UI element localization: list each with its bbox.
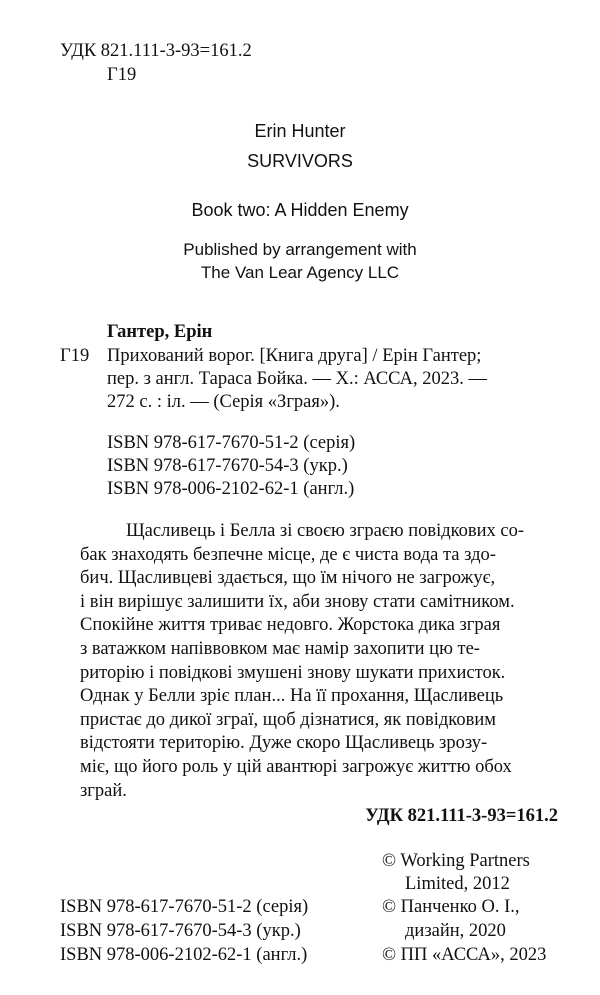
catalog-code: Г19	[60, 346, 90, 366]
copyright-1-line-2: Limited, 2012	[405, 874, 510, 894]
arrangement-line-1: Published by arrangement with	[183, 240, 417, 259]
original-series: SURVIVORS	[247, 151, 353, 171]
annotation-line: Щасливець і Белла зі своєю зграєю повідкових со-	[126, 521, 525, 541]
annotation-line: з ватажком напіввовком має намір захопити цю те-	[80, 638, 480, 659]
original-book-title: Book two: A Hidden Enemy	[191, 200, 409, 220]
copyright-2-line-2: дизайн, 2020	[405, 921, 506, 941]
cutter-code: Г19	[107, 65, 137, 85]
bottom-isbn-eng: ISBN 978-006-2102-62-1 (англ.)	[60, 945, 308, 965]
isbn-eng: ISBN 978-006-2102-62-1 (англ.)	[107, 479, 355, 499]
catalog-line-2: пер. з англ. Тараса Бойка. — Х.: АССА, 2023. —	[107, 369, 487, 389]
annotation-line: риторію і повідкові змушені знову шукати прихисток.	[80, 662, 506, 683]
annotation-line: міє, що його роль у цій авантюрі загрожує життю обох зграй.	[80, 756, 512, 801]
original-author: Erin Hunter	[254, 121, 346, 141]
bottom-isbn-ukr: ISBN 978-617-7670-54-3 (укр.)	[60, 921, 301, 941]
udk-header: УДК 821.111-3-93=161.2	[60, 41, 252, 61]
copyright-2-line-1: © Панченко О. І.,	[382, 897, 520, 917]
annotation-line: Спокійне життя триває недовго. Жорстока дика зграя	[80, 615, 501, 636]
annotation-line: Однак у Белли зріє план... На її прохання, Щасливець	[80, 686, 504, 707]
annotation-line: пристає до дикої зграї, щоб дізнатися, як повідковим	[80, 709, 496, 730]
annotation-line: і він вирішує залишити їх, аби знову стати самітником.	[80, 591, 515, 612]
udk-footer: УДК 821.111-3-93=161.2	[365, 806, 558, 826]
annotation-line: бак знаходять безпечне місце, де є чиста вода та здо-	[80, 544, 496, 565]
catalog-author: Гантер, Ерін	[107, 322, 213, 342]
isbn-ukr: ISBN 978-617-7670-54-3 (укр.)	[107, 456, 348, 476]
isbn-series: ISBN 978-617-7670-51-2 (серія)	[107, 433, 356, 453]
copyright-3: © ПП «АССА», 2023	[382, 945, 547, 965]
annotation-line: відстояти територію. Дуже скоро Щасливець зрозу-	[80, 733, 488, 754]
copyright-1-line-1: © Working Partners	[382, 851, 530, 871]
arrangement-line-2: The Van Lear Agency LLC	[200, 263, 400, 282]
catalog-line-3: 272 с. : іл. — (Серія «Зграя»).	[107, 392, 340, 412]
annotation-line: бич. Щасливцеві здається, що їм нічого не загрожує,	[80, 568, 496, 589]
bottom-isbn-series: ISBN 978-617-7670-51-2 (серія)	[60, 897, 309, 917]
catalog-line-1: Прихований ворог. [Книга друга] / Ерін Гантер;	[107, 346, 482, 366]
annotation-paragraph	[80, 520, 558, 803]
